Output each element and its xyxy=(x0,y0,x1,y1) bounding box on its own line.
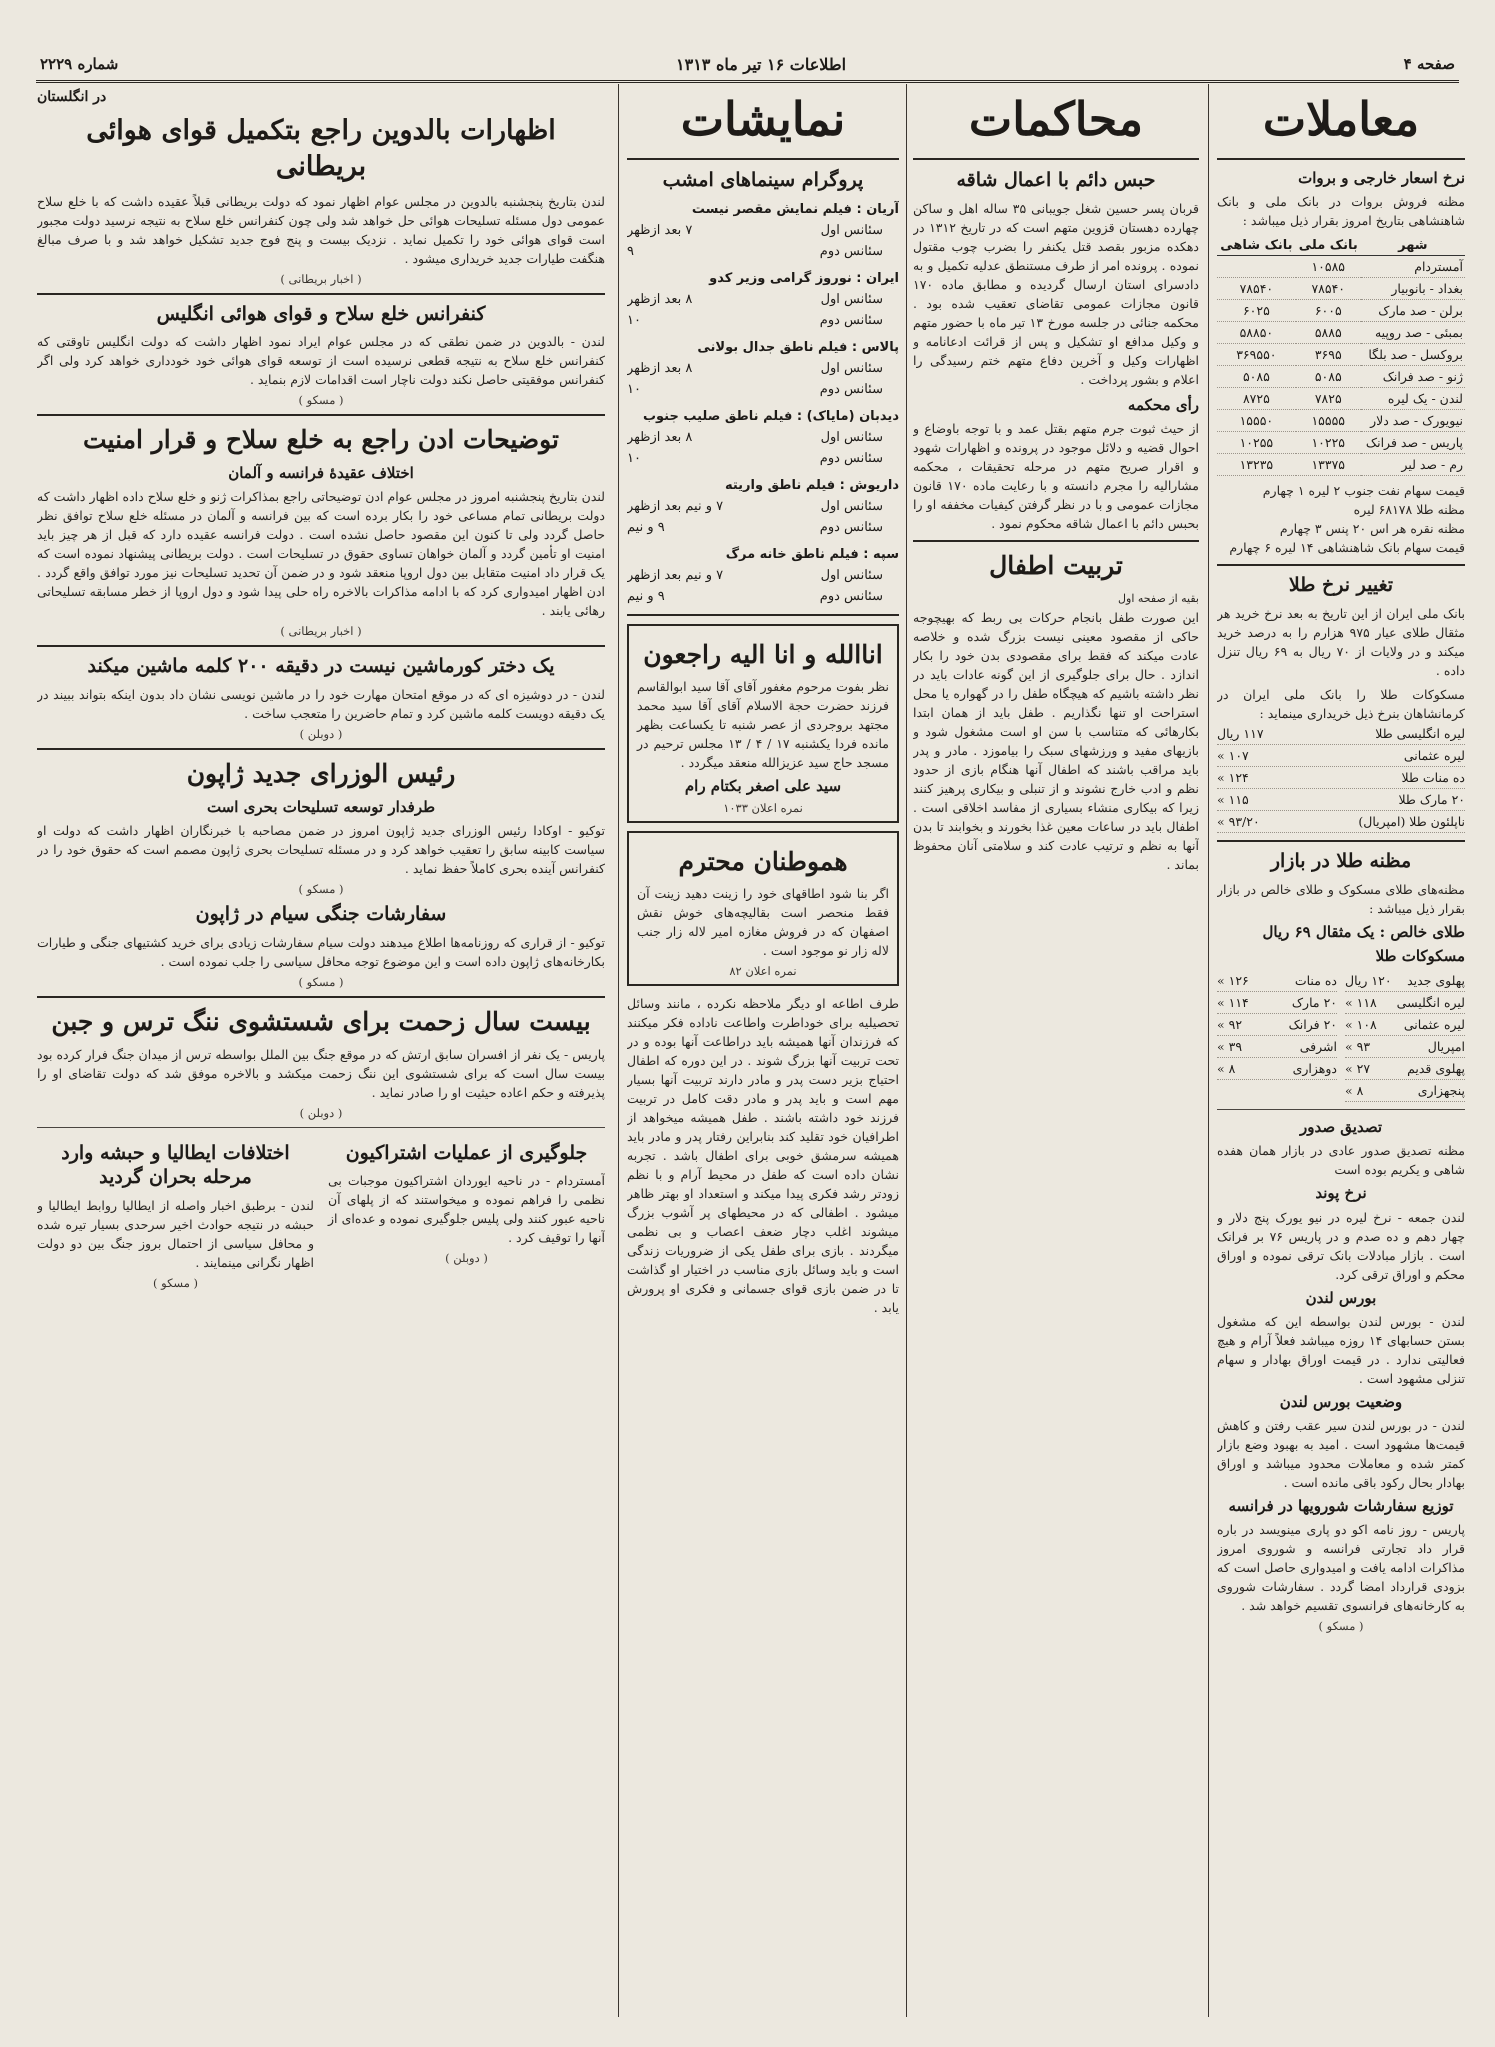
table-row xyxy=(1217,278,1465,300)
mourning-notice xyxy=(627,624,899,823)
table-cell: ۱۰۲۲۵ xyxy=(1296,432,1361,454)
table-cell: بغداد - بانوبیار xyxy=(1361,278,1465,300)
table-cell: ۱۳۲۳۵ xyxy=(1217,454,1296,476)
table-cell: ۱۵۵۵۵ xyxy=(1296,410,1361,432)
conference-sign: ( مسکو ) xyxy=(298,393,344,408)
japan-subtitle: طرفدار توسعه تسلیحات بحری است xyxy=(206,797,436,816)
mourning-title: اناالله و انا الیه راجعون xyxy=(643,639,883,669)
table-cell: لندن - یک لیره xyxy=(1361,388,1465,410)
child-text: این صورت طفل بانجام حرکات بی ربط که بهیچوجه حاکی از مقصود معینی نیست بزرگ شده و خلاصه عادت میکند که فقط برای مقصودی بدن خود را بکار اندازد . حال برای جلوگیری از این گونه عادات باید در نظر داشته باشیم که هیچگاه طفل را در گهواره یا محل استراحت او تنها نگذاریم . طفل باید از همان ابتدا بکارهائی که متناسب با سن او است مشغول شود و بازیهای مفید و ورزشهای سبک را بیاموزد . مادر و پدر باید مراقب باشند که اطفال آنها هنگام بازی از حدود نظم و ادب خارج نشوند و از تنبلی و بیکاری پرهیز کنند زیرا که بیکاری منشاء بسیاری از مفاسد اخلاقی است . اطفال باید در ساعات معین غذا بخورند و بخوابند تا بدن آنها به نظم و ترتیب عادت کند و سلامتی آنان محفوظ بماند . xyxy=(913,609,1199,872)
table-cell: ۱۰۲۵۵ xyxy=(1217,432,1296,454)
pound-text: لندن جمعه - نرخ لیره در نیو یورک پنج دلار و چهار دهم و ده صدم و در پاریس ۷۶ بر فرانک است . بازار مبادلات بانک ترقی نموده و اوراق محکم و اوراق ترقی کرد. xyxy=(1217,1209,1465,1282)
table-cell: ۵۰۸۵ xyxy=(1296,366,1361,388)
gold-price-intro: مسکوکات طلا را بانک ملی ایران در کرمانشاهان بنرخ ذیل خریداری مینماید : xyxy=(1217,686,1465,721)
list-item: اشرفی ۳۹ » xyxy=(1217,1036,1337,1058)
case-text: قربان پسر حسین شغل جویبانی ۳۵ ساله اهل و ساکن چهارده دهستان قزوین متهم است که در تاریخ ۱۳۱۲ در دهکده مزبور بقصد قتل یکنفر را بضرب چوب مقتول نموده . پرونده امر از طرف مستنطق عدلیه تکمیل و به دادسرای استان ارسال گردیده و مطابق ماده ۱۷۰ قانون مجازات عمومی تقاضای تعقیب شده بود . محکمه جنائی در جلسه مورخ ۱۳ تیر ماه با حضور متهم و وکیل مدافع او تشکیل و پس از قرائت ادعانامه و اظهارات وکیل و آخرین دفاع متهم ختم رسیدگی را اعلام و بشور پرداخت . xyxy=(913,200,1199,387)
showtime-row: سئانس دوم ۹ xyxy=(627,243,883,259)
strike-text: آمستردام - در ناحیه ایوردان اشتراکیون موجبات بی نظمی را فراهم نموده و میخواستند که از پلهای آن ناحیه عبور کنند ولی پلیس جلوگیری نموده و عده‌ای از آنها را توقیف کرد . xyxy=(328,1173,605,1246)
baldwin-headline: اظهارات بالدوین راجع بتکمیل قوای هوائی بریطانی xyxy=(86,114,556,183)
mourning-no: نمره اعلان ۱۰۳۳ xyxy=(723,800,803,815)
table-row xyxy=(1217,366,1465,388)
table-cell: رم - صد لیر xyxy=(1361,454,1465,476)
column-divider xyxy=(618,84,619,2017)
typist-text: لندن - در دوشیزه ای که در موقع امتحان مهارت خود را در ماشین نویسی نشان داد بدون اینکه بتواند ببیند در یک دقیقه دویست کلمه ماشین کرد و تمام حاضرین را متعجب ساخت . xyxy=(37,687,605,722)
table-row xyxy=(1217,344,1465,366)
table-cell: ۷۸۵۴۰ xyxy=(1296,278,1361,300)
strike-article xyxy=(328,1135,605,1290)
table-cell: نیویورک - صد دلار xyxy=(1361,410,1465,432)
section-title-shows: نمایشات xyxy=(627,84,899,160)
cowardice-sign: ( دوبلن ) xyxy=(299,1105,343,1120)
england-kicker: در انگلستان xyxy=(37,89,107,105)
siam-sign: ( مسکو ) xyxy=(298,974,344,989)
table-cell: ۱۵۵۵۰ xyxy=(1217,410,1296,432)
rates-heading: نرخ اسعار خارجی و بروات xyxy=(1298,169,1465,187)
table-cell: ۱۰۵۸۵ xyxy=(1296,256,1361,278)
showtime-row: سئانس اول ۸ بعد ازظهر xyxy=(627,429,883,445)
compatriot-text: اگر بنا شود اطاقهای خود را زینت دهید زینت آن فقط منحصر است بقالیچه‌های خوش نقش اصفهان که در فروش مغازه امیر لاله زار جنب لاله زار نو موجود است . xyxy=(637,886,889,959)
trials-column xyxy=(913,84,1199,2017)
transactions-column xyxy=(1217,84,1465,2017)
showtime-row: سئانس دوم ۱۰ xyxy=(627,312,883,328)
council-sign: ( مسکو ) xyxy=(1318,1619,1364,1634)
coins-grid xyxy=(1217,970,1465,1102)
table-cell: ۶۰۰۵ xyxy=(1296,300,1361,322)
italy-title: اختلافات ایطالیا و حبشه وارد مرحله بحران گردید xyxy=(61,1141,290,1189)
exchange-rates-table xyxy=(1217,236,1465,476)
page-number: صفحه ۴ xyxy=(1403,55,1455,73)
vienna-title: وضعیت بورس لندن xyxy=(1279,1392,1403,1411)
table-row xyxy=(1217,454,1465,476)
verdict-text: از حیث ثبوت جرم متهم بقتل عمد و با توجه باوضاع و احوال قضیه و دلائل موجود در پرونده و اظهارات شهود و اقرار صریح متهم در مرحله تحقیقات ، محکمه مشارالیه را مجرم دانسته و با رعایت ماده ۱۷۰ قانون مجازات عمومی و با در نظر گرفتن کیفیات مخففه او را بحبس دائم با اعمال شاقه محکوم نمود . xyxy=(913,420,1199,531)
conference-text: لندن - بالدوین در ضمن نطقی که در مجلس عوام ایراد نمود اظهار داشت که دولت انگلیس تاوقتی که کنفرانس خلع سلاح به نتیجه قطعی نرسیده است از توسعه قوای هوائی خود خودداری خواهد کرد ولی اگر کنفرانس موفقیتی حاصل نکند دولت ناچار است اقدامات لازم بنماید . xyxy=(37,334,605,388)
rates-intro: مظنه فروش بروات در بانک ملی و بانک شاهنشاهی بتاریخ امروز بقرار ذیل میباشد : xyxy=(1217,194,1465,229)
cowardice-text: پاریس - یک نفر از افسران سابق ارتش که در موقع جنگ بین الملل بواسطه ترس از میدان جنگ فرار کرده بود بیست سال است که برای شستشوی این ننگ زحمت میکشد و بالاخره موفق شد که دولت تقاضای او را پذیرفته و حکم اعاده حیثیت او را صادر نماید . xyxy=(37,1046,605,1100)
council-text: پاریس - روز نامه اکو دو پاری مینویسد در باره قرار داد تجارتی فرانسه و شوروی امروز مذاکرات ادامه یافت و امیدواری حاصل است که بزودی قرارداد امضا گردد . سفارشات شوروی به کارخانه‌های فرانسوی تقسیم خواهد شد . xyxy=(1217,1522,1465,1614)
table-header: بانک شاهی xyxy=(1217,236,1296,256)
cinema-entry: آریان : فیلم نمایش مقصر نیست سئانس اول ۷ بعد ازظهر سئانس دوم ۹ xyxy=(627,199,899,262)
table-cell: ۵۰۸۵ xyxy=(1217,366,1296,388)
table-cell: ۵۸۸۵۰ xyxy=(1217,322,1296,344)
rate-note: مظنه نقره هر اس ۲۰ پنس ۳ چهارم xyxy=(1279,521,1465,537)
showtime-row: سئانس دوم ۹ و نیم xyxy=(627,588,883,604)
table-header: شهر xyxy=(1361,236,1465,256)
child-sub: بقیه از صفحه اول xyxy=(1118,591,1199,605)
showtime-row: سئانس اول ۷ بعد ازظهر xyxy=(627,222,883,238)
program-title: پروگرام سینماهای امشب xyxy=(662,169,864,191)
list-item: ناپلئون طلا (امپریال) ۹۳/۲۰ » xyxy=(1217,811,1465,833)
italy-text: لندن - برطبق اخبار واصله از ایطالیا روابط ایطالیا و حبشه در نتیجه حوادث اخیر سرحدی بسیار تیره شده و محافل سیاسی از احتمال بروز جنگ بین دو دولت اظهار نگرانی مینمایند . xyxy=(37,1197,314,1270)
eden-text: لندن بتاریخ پنجشنبه امروز در مجلس عوام ادن توضیحاتی راجع بمذاکرات ژنو و خلع سلاح داده اظهار داشت که دولت بریطانی تمام مساعی خود را بکار برده است که بین فرانسه و آلمان در مسئله خلع سلاح توافق نظر حاصل گردد ولی تا کنون این مقصود حاصل نشده است . دولت فرانسه عقیده دارد که قبل از هر چیز باید امنیت او تأمین گردد و آلمان خواهان تساوی حقوق در تسلیحات است . دولت بریطانی پیشنهاد نموده است که یک قرار داد امنیت متقابل بین دول اروپا منعقد شود و در ضمن آن تحدید تسلیحات نیز مورد توافق واقع گردد . ادن اظهار امیدواری کرد که با ادامه مذاکرات بالاخره راه حلی پیدا شود و دول اروپا از خطر مسابقه تسلیحاتی رهائی یابند . xyxy=(37,489,605,619)
table-cell: ۸۷۲۵ xyxy=(1217,388,1296,410)
rate-note: قیمت سهام نفت جنوب ۲ لیره ۱ چهارم xyxy=(1262,483,1465,499)
list-item: لیره عثمانی ۱۰۷ » xyxy=(1217,745,1465,767)
italy-sign: ( مسکو ) xyxy=(153,1275,198,1290)
pound-title: نرخ پوند xyxy=(1315,1184,1367,1203)
japan-title: رئیس الوزرای جدید ژاپون xyxy=(186,759,456,789)
bourse-text: لندن - بورس لندن بواسطه این که مشغول بستن حسابهای ۱۴ روزه میباشد فعلاً آرام و هیچ فعالیتی ندارد . در قیمت اوراق بهادار و سهام تنزلی مشهود است . xyxy=(1217,1313,1465,1386)
showtime-row: سئانس دوم ۱۰ xyxy=(627,450,883,466)
mourning-text: نظر بفوت مرحوم مغفور آقای آقا سید ابوالقاسم فرزند حضرت حجة الاسلام آقای آقا سید محمد مجتهد بروجردی از عصر شنبه تا یکساعت بظهر مانده فردا یکشنبه ۱۷ / ۴ / ۱۳ مجلس ترحیم در مسجد حاج سید عزیزالله منعقد میگردد . xyxy=(637,679,889,771)
list-item: پنجهزاری ۸ » xyxy=(1345,1080,1465,1102)
england-column xyxy=(37,84,605,2017)
council-title: توزیع سفارشات شورویها در فرانسه xyxy=(1228,1497,1454,1516)
rate-note: قیمت سهام بانک شاهنشاهی ۱۴ لیره ۶ چهارم xyxy=(1229,540,1465,556)
table-cell: آمستردام xyxy=(1361,256,1465,278)
baldwin-sign: ( اخبار بریطانی ) xyxy=(280,271,362,286)
typist-title: یک دختر کورماشین نیست در دقیقه ۲۰۰ کلمه ماشین میکند xyxy=(87,655,555,678)
mourning-sign: سید علی اصغر بکتام رام xyxy=(684,777,842,796)
cinema-entry: دیدبان (مایاک) : فیلم ناطق صلیب جنوب سئانس اول ۸ بعد ازظهر سئانس دوم ۱۰ xyxy=(627,406,899,469)
siam-title: سفارشات جنگی سیام در ژاپون xyxy=(195,903,447,926)
list-item: پهلوی قدیم ۲۷ » xyxy=(1345,1058,1465,1080)
table-row xyxy=(1217,432,1465,454)
list-item: لیره انگلیسی ۱۱۸ » xyxy=(1345,992,1465,1014)
baldwin-lede: لندن بتاریخ پنجشنبه بالدوین در مجلس عوام اظهار نمود که دولت بریطانی قبلاً عقیده داشت که با خلع سلاح عمومی دول مسئله تسلیحات هوائی حل خواهد شد ولی چون کنفرانس خلع سلاح به نتیجه نرسید دولت مجبور است قوای هوائی خود را تکمیل نماید . نزدیک بیست و پنج فوج جدید تشکیل خواهد شد و با صرف مبالغ هنگفت طیارات جدید خریداری میشود . xyxy=(37,193,605,266)
issue-number: شماره ۲۲۲۹ xyxy=(40,55,119,73)
section-title-trials: محاکمات xyxy=(913,84,1199,160)
table-row xyxy=(1217,300,1465,322)
shows-column xyxy=(627,84,899,2017)
table-cell: ژنو - صد فرانک xyxy=(1361,366,1465,388)
showtime-row: سئانس اول ۸ بعد ازظهر xyxy=(627,360,883,376)
list-item: پهلوی جدید ۱۲۰ ریال xyxy=(1345,970,1465,992)
gold-items-list xyxy=(1217,723,1465,833)
bazaar-title: مظنه طلا در بازار xyxy=(1270,849,1412,872)
eden-title: توضیحات ادن راجع به خلع سلاح و قرار امنیت xyxy=(83,425,559,455)
list-item: ده منات ۱۲۶ » xyxy=(1217,970,1337,992)
masthead-date: اطلاعات ۱۶ تیر ماه ۱۳۱۳ xyxy=(676,54,847,74)
table-header: بانک ملی xyxy=(1296,236,1361,256)
table-row xyxy=(1217,322,1465,344)
table-row xyxy=(1217,388,1465,410)
list-item: ۲۰ مارک ۱۱۴ » xyxy=(1217,992,1337,1014)
table-cell: ۶۰۲۵ xyxy=(1217,300,1296,322)
italy-article xyxy=(37,1135,314,1290)
showtime-row: سئانس اول ۷ و نیم بعد ازظهر xyxy=(627,498,883,514)
list-item: دوهزاری ۸ » xyxy=(1217,1058,1337,1080)
confirm-text: مظنه تصدیق صدور عادی در بازار همان هفده شاهی و یکریم بوده است xyxy=(1217,1143,1465,1178)
table-cell xyxy=(1217,256,1296,278)
cinema-entry: سپه : فیلم ناطق خانه مرگ سئانس اول ۷ و نیم بعد ازظهر سئانس دوم ۹ و نیم xyxy=(627,544,899,607)
header-rule xyxy=(36,80,1459,83)
rates-notes xyxy=(1217,481,1465,557)
table-cell: ۷۸۵۴۰ xyxy=(1217,278,1296,300)
japan-text: توکیو - اوکادا رئیس الوزرای جدید ژاپون امروز در ضمن مصاحبه با خبرنگاران اظهار داشت که دولت او سیاست کابینه سابق را تعقیب خواهد کرد و در مسئله تسلیحات بحری ژاپون مصمم است که حقوق خود را در کنفرانس آینده بحری کاملاً حفظ نماید . xyxy=(37,823,605,877)
coins-title: مسکوکات طلا xyxy=(1375,946,1465,965)
cinema-entry: ایران : نوروز گرامی وزیر کدو سئانس اول ۸ بعد ازظهر سئانس دوم ۱۰ xyxy=(627,268,899,331)
section-title-transactions: معاملات xyxy=(1217,84,1465,160)
column-divider xyxy=(1208,84,1209,2017)
list-item: ۲۰ فرانک ۹۲ » xyxy=(1217,1014,1337,1036)
list-item: ده منات طلا ۱۲۴ » xyxy=(1217,767,1465,789)
table-cell: بروکسل - صد بلگا xyxy=(1361,344,1465,366)
verdict-title: رأی محکمه xyxy=(1127,395,1199,414)
eden-subtitle: اختلاف عقیدهٔ فرانسه و آلمان xyxy=(228,464,414,483)
eden-sign: ( اخبار بریطانی ) xyxy=(280,624,362,639)
showtime-row: سئانس اول ۷ و نیم بعد ازظهر xyxy=(627,567,883,583)
strike-sign: ( دوبلن ) xyxy=(445,1251,488,1266)
typist-sign: ( دوبلن ) xyxy=(299,727,343,742)
list-item: ۲۰ مارک طلا ۱۱۵ » xyxy=(1217,789,1465,811)
table-row xyxy=(1217,410,1465,432)
list-item: لیره عثمانی ۱۰۸ » xyxy=(1345,1014,1465,1036)
bazaar-intro: مظنه‌های طلای مسکوک و طلای خالص در بازار بقرار ذیل میباشد : xyxy=(1217,881,1465,916)
page-header xyxy=(40,50,1455,78)
column-divider xyxy=(906,84,907,2017)
bourse-title: بورس لندن xyxy=(1305,1288,1377,1307)
cinema-entry: پالاس : فیلم ناطق جدال بولانی سئانس اول ۸ بعد ازظهر سئانس دوم ۱۰ xyxy=(627,337,899,400)
article-continuation: طرف اطاعه او دیگر ملاحظه نکرده ، مانند وسائل تحصیلیه برای خوداطرت واطاعت ناداده فکر میکنند که فرزندان آنها همیشه باید دراطاعت آنها بوده و در تحت تربیت آنها بزرگ شوند . در این دوره که اطفال احتیاج بزیر دست پدر و مادر دارند تربیت آنها بسیار مهم است و باید پدر و مادر دقت کامل در تربیت فرزند خود داشته باشند . طفل همیشه میخواهد از اطرافیان خود تقلید کند بنابراین رفتار پدر و مادر باید همیشه سرمشق خوبی برای اطفال باشد . تجربه نشان داده است که طفل در محیط آرام و با نظم زودتر رشد فکری پیدا میکند و استعداد او بهتر ظاهر میشود . اطفالی که در محیطهای پر آشوب بزرگ میشوند اغلب دچار ضعف اعصاب و بی نظمی میگردند . بازی برای طفل یکی از ضروریات زندگی است و باید وسائل بازی مناسب در اختیار او گذاشت تا در ضمن بازی قوای جسمانی و فکری او پرورش یابد . xyxy=(627,996,899,1316)
compatriot-no: نمره اعلان ۸۲ xyxy=(729,964,797,979)
confirm-title: تصدیق صدور xyxy=(1299,1118,1383,1137)
table-cell: ۳۶۹۵۵۰ xyxy=(1217,344,1296,366)
table-cell: ۱۳۳۷۵ xyxy=(1296,454,1361,476)
gold-change-title: تغییر نرخ طلا xyxy=(1288,574,1394,597)
showtime-row: سئانس اول ۸ بعد ازظهر xyxy=(627,291,883,307)
table-cell: بمبئی - صد روپیه xyxy=(1361,322,1465,344)
case-title: حبس دائم با اعمال شاقه xyxy=(956,169,1156,191)
child-title: تربیت اطفال xyxy=(989,550,1123,580)
list-item: لیره انگلیسی طلا ۱۱۷ ریال xyxy=(1217,723,1465,745)
japan-sign: ( مسکو ) xyxy=(298,882,344,897)
table-cell: ۷۸۲۵ xyxy=(1296,388,1361,410)
table-cell: برلن - صد مارک xyxy=(1361,300,1465,322)
compatriot-ad xyxy=(627,831,899,987)
cowardice-title: بیست سال زحمت برای شستشوی ننگ ترس و جبن xyxy=(51,1006,591,1036)
gold-change-text: بانک ملی ایران از این تاریخ به بعد نرخ خرید هر مثقال طلای عیار ۹۷۵ هزارم را به درصد خرید میکند و در ولایات از ۷۰ ریال به ۶۹ ریال تنزل داده . xyxy=(1217,605,1465,678)
pure-gold: طلای خالص : یک مثقال ۶۹ ریال xyxy=(1262,922,1465,941)
conference-title: کنفرانس خلع سلاح و قوای هوائی انگلیس xyxy=(156,302,486,325)
table-cell: پاریس - صد فرانک xyxy=(1361,432,1465,454)
table-cell: ۳۶۹۵ xyxy=(1296,344,1361,366)
siam-text: توکیو - از قراری که روزنامه‌ها اطلاع میدهند دولت سیام سفارشات زیادی برای خرید کشتیهای جنگی و طیارات بکارخانه‌های ژاپون داده است و این موضوع توجه محافل سیاسی را جلب نموده است . xyxy=(37,934,605,969)
cinema-program xyxy=(627,199,899,607)
list-item: امپریال ۹۳ » xyxy=(1345,1036,1465,1058)
cinema-entry: داریوش : فیلم ناطق واریته سئانس اول ۷ و نیم بعد ازظهر سئانس دوم ۹ و نیم xyxy=(627,475,899,538)
table-row xyxy=(1217,256,1465,278)
compatriot-title: هموطنان محترم xyxy=(678,846,848,876)
strike-title: جلوگیری از عملیات اشتراکیون xyxy=(345,1141,588,1164)
table-cell: ۵۸۸۵ xyxy=(1296,322,1361,344)
bottom-news-row xyxy=(37,1135,605,1290)
vienna-text: لندن - در بورس لندن سیر عقب رفتن و کاهش قیمت‌ها مشهود است . امید به بهبود وضع بازار کمتر شده و معاملات محدود میباشد و اوراق بهادار بحال رکود باقی مانده است . xyxy=(1217,1418,1465,1491)
rate-note: مظنه طلا ۶۸۱۷۸ لیره xyxy=(1353,502,1465,518)
showtime-row: سئانس دوم ۹ و نیم xyxy=(627,519,883,535)
showtime-row: سئانس دوم ۱۰ xyxy=(627,381,883,397)
